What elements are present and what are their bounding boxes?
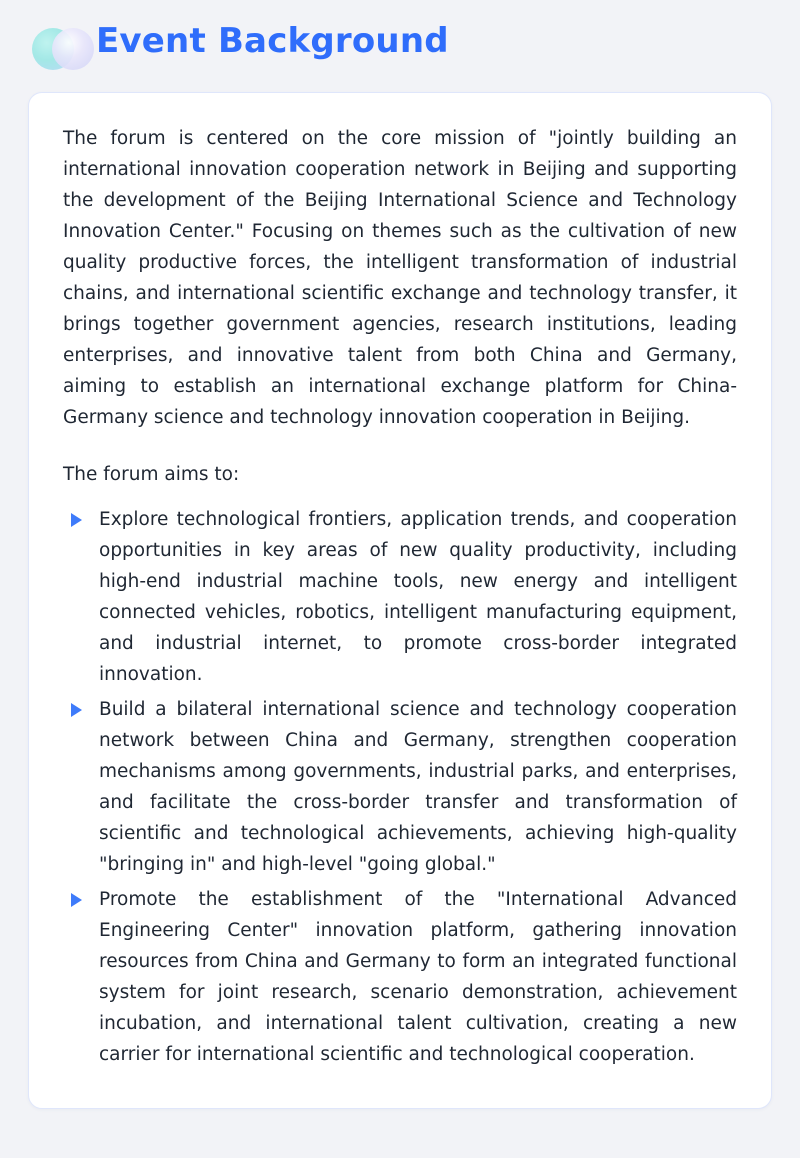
list-item: [63, 504, 737, 690]
content-card: [28, 92, 772, 1109]
aims-intro: The forum aims to:: [63, 464, 240, 485]
triangle-bullet-icon: [71, 893, 82, 907]
aims-list: [63, 504, 737, 1070]
list-item-text: Explore technological frontiers, application trends, and cooperation opportunities in key areas of new quality productivity, including high-end industrial machine tools, new energy and intelligent connected vehicles, robotics, intelligent manufacturing equipment, and industrial internet, to promote cross-border integrated innovation.: [99, 509, 737, 685]
triangle-bullet-icon: [71, 703, 82, 717]
list-item: [63, 694, 737, 880]
list-item-text: Promote the establishment of the "International Advanced Engineering Center" innovation platform, gathering innovation resources from China and Germany to form an integrated functional system for joint research, scenario demonstration, achievement incubation, and international talent cultivation, creating a new carrier for international scientific and technological cooperation.: [99, 889, 737, 1065]
orb-lavender-circle: [52, 28, 94, 70]
list-item: [63, 884, 737, 1070]
page-title: Event Background: [96, 21, 449, 62]
lead-paragraph: The forum is centered on the core mission of "jointly building an international innovation cooperation network in Beijing and supporting the development of the Beijing International Science and Technology Innovation Center." Focusing on themes such as the cultivation of new quality productive forces, the intelligent transformation of industrial chains, and international scientific exchange and technology transfer, it brings together government agencies, research institutions, leading enterprises, and innovative talent from both China and Germany, aiming to establish an international exchange platform for China-Germany science and technology innovation cooperation in Beijing.: [63, 128, 737, 428]
page-header: [0, 0, 800, 80]
triangle-bullet-icon: [71, 513, 82, 527]
list-item-text: Build a bilateral international science and technology cooperation network between China and Germany, strengthen cooperation mechanisms among governments, industrial parks, and enterprises, and facilitate the cross-border transfer and transformation of scientific and technological achievements, achieving high-quality "bringing in" and high-level "going global.": [99, 699, 737, 875]
gradient-orb-icon: [30, 14, 96, 70]
